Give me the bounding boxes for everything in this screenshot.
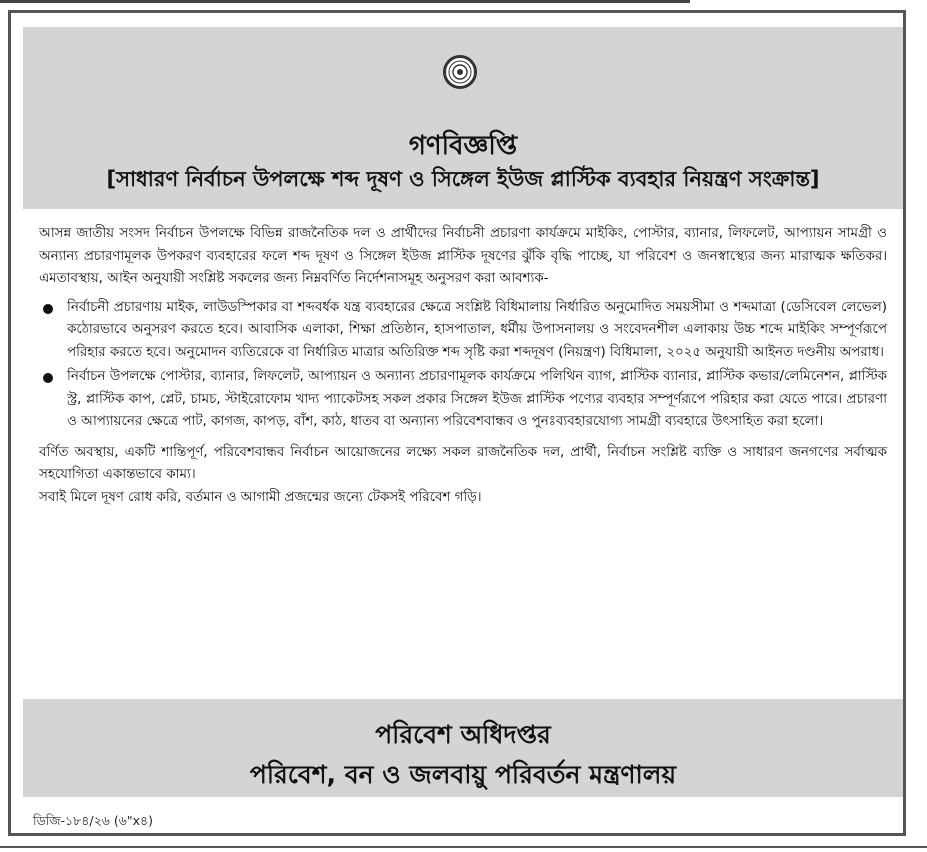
top-rule	[0, 0, 690, 3]
directive-list	[39, 297, 887, 434]
bullet-icon	[43, 373, 53, 383]
directive-text: নির্বাচন উপলক্ষে পোস্টার, ব্যানার, লিফলেট, আপ্যায়ন ও অন্যান্য প্রচারণামূলক কার্যক্রমে পলিথিন ব্যাগ, প্লাস্টিক ব্যানার, প্লাস্টিক কভার/লেমিনেশন, প্লাস্টিক স্ট্র, প্লাস্টিক কাপ, প্লেট, চামচ, স্টাইরোফোম খাদ্য প্যাকেটসহ সকল প্রকার সিঙ্গেল ইউজ প্লাস্টিক পণ্যের ব্যবহার সম্পূর্ণরূপে পরিহার করা যেতে পারে। প্রচারণা ও আপ্যায়নের ক্ষেত্রে পাট, কাগজ, কাপড়, বাঁশ, কাঠ, ধাতব বা অন্যান্য পরিবেশবান্ধব ও পুনঃব্যবহারযোগ্য সামগ্রী ব্যবহারে উৎসাহিত করা হলো।	[67, 369, 887, 429]
bottom-rule	[0, 846, 927, 848]
bullet-icon	[43, 304, 53, 314]
closing-slogan: সবাই মিলে দূষণ রোধ করি, বর্তমান ও আগামী প্রজন্মের জন্যে টেকসই পরিবেশ গড়ি।	[39, 489, 482, 505]
directive-item	[39, 297, 887, 365]
notice-body	[39, 223, 887, 509]
ministry-name: পরিবেশ, বন ও জলবায়ু পরিবর্তন মন্ত্রণালয়	[249, 760, 677, 789]
closing-paragraph: বর্ণিত অবস্থায়, একটি শান্তিপূর্ণ, পরিবেশবান্ধব নির্বাচন আয়োজনের লক্ষ্যে সকল রাজনৈতিক দল, প্রার্থী, নির্বাচন সংশ্লিষ্ট ব্যক্তি ও সাধারণ জনগণের সর্বাত্মক সহযোগিতা একান্তভাবে কাম্য।	[39, 444, 887, 482]
intro-paragraph: আসন্ন জাতীয় সংসদ নির্বাচন উপলক্ষে বিভিন্ন রাজনৈতিক দল ও প্রার্থীদের নির্বাচনী প্রচারণা কার্যক্রমে মাইকিং, পোস্টার, ব্যানার, লিফলেট, আপ্যায়ন সামগ্রী ও অন্যান্য প্রচারণামূলক উপকরণ ব্যবহারের ফলে শব্দ দূষণ ও সিঙ্গেল ইউজ প্লাস্টিক দূষণের ঝুঁকি বৃদ্ধি পাচ্ছে, যা পরিবেশ ও জনস্বাস্থ্যের জন্য মারাত্মক ক্ষতিকর। এমতাবস্থায়, আইন অনুযায়ী সংশ্লিষ্ট সকলের জন্য নিম্নবর্ণিত নির্দেশনাসমূহ অনুসরণ করা আবশ্যক-	[39, 226, 887, 286]
notice-subtitle: [সাধারণ নির্বাচন উপলক্ষে শব্দ দূষণ ও সিঙ্গেল ইউজ প্লাস্টিক ব্যবহার নিয়ন্ত্রণ সংক্রান্ত]	[106, 167, 820, 191]
department-name: পরিবেশ অধিদপ্তর	[375, 720, 551, 749]
government-seal-icon	[443, 55, 477, 89]
notice-title: গণবিজ্ঞপ্তি	[408, 131, 518, 161]
header-band	[23, 27, 903, 209]
notice-code: ডিজি-১৮৪/২৬ (৬"x৪)	[33, 813, 153, 828]
directive-item	[39, 366, 887, 434]
directive-text: নির্বাচনী প্রচারণায় মাইক, লাউডস্পিকার বা শব্দবর্ধক যন্ত্র ব্যবহারের ক্ষেত্রে সংশ্লিষ্ট বিধিমালায় নির্ধারিত অনুমোদিত সময়সীমা ও শব্দমাত্রা (ডেসিবেল লেভেল) কঠোরভাবে অনুসরণ করতে হবে। আবাসিক এলাকা, শিক্ষা প্রতিষ্ঠান, হাসপাতাল, ধর্মীয় উপাসনালয় ও সংবেদনশীল এলাকায় উচ্চ শব্দে মাইকিং সম্পূর্ণরূপে পরিহার করতে হবে। অনুমোদন ব্যতিরেকে বা নির্ধারিত মাত্রার অতিরিক্ত শব্দ সৃষ্টি করা শব্দদূষণ (নিয়ন্ত্রণ) বিধিমালা, ২০২৫ অনুযায়ী আইনত দণ্ডনীয় অপরাধ।	[67, 299, 887, 360]
notice-frame	[8, 10, 906, 836]
footer-band	[23, 699, 903, 797]
